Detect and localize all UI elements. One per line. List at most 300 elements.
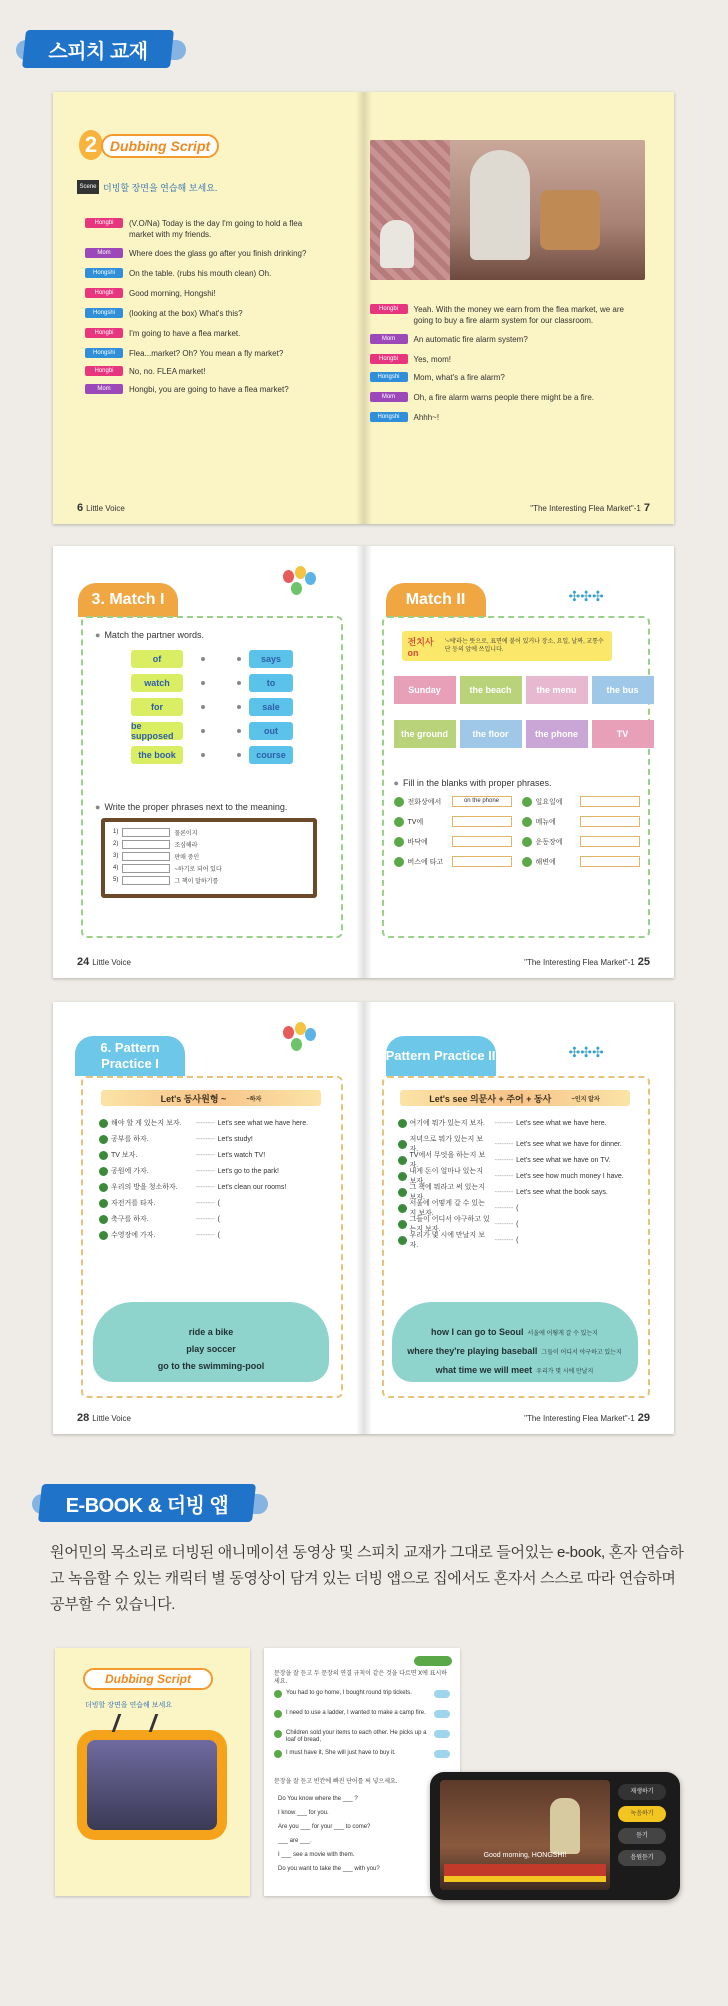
page-footer-left: 24 Little Voice	[77, 956, 131, 968]
role-badge: Hongshi	[85, 268, 123, 278]
speech-book-section-title: 스피치 교재	[24, 30, 172, 68]
exercise-item	[274, 1750, 450, 1758]
app-control-button[interactable]: 재생하기	[618, 1784, 666, 1800]
meaning-number: 3)	[113, 853, 119, 859]
exercise-sentence: I must have it, She will just have to buy it.	[286, 1750, 396, 1756]
page-footer-left: 28 Little Voice	[77, 1412, 131, 1424]
bullet-icon	[99, 1199, 108, 1208]
pattern-row	[99, 1182, 286, 1192]
match-dot[interactable]	[201, 705, 205, 709]
audio-button[interactable]	[434, 1690, 450, 1698]
korean-sentence: 자전거를 타자.	[111, 1200, 156, 1207]
korean-sentence: 그들이 어디서 야구하고 있는지 보자.	[409, 1216, 490, 1233]
blank-row	[522, 836, 640, 847]
phrase-card[interactable]: the bus	[592, 676, 654, 704]
answer-input[interactable]	[580, 856, 640, 867]
match-word-right[interactable]: out	[249, 722, 293, 740]
hint-korean: 우리가 몇 시에 만날지	[536, 1369, 594, 1375]
pattern-spread	[53, 1002, 674, 1434]
match-dot[interactable]	[237, 729, 241, 733]
match-word-right[interactable]: sale	[249, 698, 293, 716]
korean-sentence: TV 보자.	[111, 1152, 138, 1159]
lightbulb-icon: ●	[95, 802, 101, 812]
pattern-two-band: Let's see 의문사 + 주어 + 동사 ~인지 알자	[400, 1090, 630, 1106]
dialogue-line	[370, 412, 640, 423]
role-badge: Hongbi	[370, 354, 408, 364]
meaning-text: 물론이지	[174, 830, 198, 837]
phrase-card[interactable]: the beach	[460, 676, 522, 704]
dialogue-text: Ahhh~!	[413, 413, 440, 422]
pattern-right-page	[364, 1002, 675, 1434]
meaning-text: 조심해라	[174, 842, 198, 849]
exercise-item	[274, 1730, 450, 1744]
page-footer-right: "The Interesting Flea Market"-1 7	[530, 502, 650, 514]
english-sentence[interactable]: (	[217, 1199, 220, 1207]
english-sentence[interactable]: Let's see what we have for dinner.	[516, 1140, 622, 1148]
korean-sentence: 그 책에 뭐라고 써 있는지 보자.	[409, 1184, 485, 1201]
korean-prompt: 운동장에	[535, 838, 563, 846]
hint-phrase	[392, 1343, 638, 1362]
match-word-left[interactable]: be supposed	[131, 722, 183, 740]
dash: --------	[494, 1204, 514, 1212]
match-spread	[53, 546, 674, 978]
dash: --------	[196, 1215, 215, 1223]
role-badge: Hongbi	[85, 366, 123, 376]
ebook-section-title: E-BOOK & 더빙 앱	[40, 1484, 254, 1522]
hint-phrase: go to the swimming-pool	[157, 1361, 265, 1371]
lightbulb-icon: ●	[393, 778, 399, 788]
english-sentence[interactable]: (	[516, 1236, 519, 1244]
hint-phrase: ride a bike	[188, 1327, 234, 1337]
korean-prompt: 메뉴에	[535, 818, 556, 826]
tv-antenna-icon	[112, 1714, 159, 1732]
phrase-card[interactable]: the floor	[460, 720, 522, 748]
dialogue-line	[370, 334, 640, 345]
blank-row	[394, 816, 512, 827]
meaning-row	[113, 874, 305, 886]
hint-korean: 서울에 어떻게 갈 수 있는지	[527, 1331, 598, 1337]
dialogue-line	[85, 308, 325, 319]
english-sentence[interactable]: Let's see what we have here.	[516, 1119, 607, 1127]
exercise-sentence: I need to use a ladder, I wanted to make a camp fire.	[286, 1710, 426, 1716]
korean-sentence: 우리의 방을 청소하자.	[111, 1184, 178, 1191]
bullet-icon	[522, 837, 532, 847]
audio-button[interactable]	[434, 1710, 450, 1718]
answer-box[interactable]	[122, 852, 170, 861]
bullet-icon	[99, 1215, 108, 1224]
exercise-one-instruction: 문장을 잘 듣고 두 문장의 연결 규칙이 같은 것을 다르면 X에 표시하세요.	[274, 1671, 448, 1685]
bullet-icon	[274, 1730, 282, 1738]
english-sentence[interactable]: Let's clean our rooms!	[217, 1183, 287, 1191]
hint-english: where they're playing baseball	[407, 1346, 538, 1356]
hint-phrase: play soccer	[186, 1344, 236, 1354]
answer-input[interactable]	[580, 836, 640, 847]
answer-input[interactable]: on the phone	[452, 796, 512, 807]
match-two-frame	[382, 616, 650, 938]
bullet-icon	[99, 1231, 108, 1240]
hint-phrase	[392, 1324, 638, 1343]
phrase-card[interactable]: TV	[592, 720, 654, 748]
korean-sentence: 공원에 가자.	[111, 1168, 149, 1175]
hint-cloud	[392, 1302, 638, 1382]
fill-blank-line[interactable]: ___ are ___.	[278, 1838, 312, 1844]
match-left-page	[53, 546, 364, 978]
pattern-left-page	[53, 1002, 364, 1434]
dash: --------	[494, 1156, 514, 1164]
phrase-card[interactable]: the ground	[394, 720, 456, 748]
english-sentence[interactable]: (	[516, 1220, 519, 1228]
korean-sentence: 축구를 하자.	[111, 1216, 149, 1223]
english-sentence[interactable]: Let's watch TV!	[217, 1151, 266, 1159]
dialogue-line	[85, 366, 325, 377]
korean-prompt: 일요일에	[535, 798, 563, 806]
bullet-icon	[394, 797, 404, 807]
hint-english: what time we will meet	[435, 1365, 533, 1375]
meaning-text: ~하기로 되어 있다	[174, 866, 222, 873]
instruction-text: 더빙할 장면을 연습해 보세요.	[103, 182, 218, 193]
meaning-number: 4)	[113, 865, 119, 871]
pattern-row	[398, 1230, 519, 1250]
bullet-icon	[394, 857, 404, 867]
logo-text: Dubbing Script	[101, 134, 219, 158]
page-footer-right: "The Interesting Flea Market"-1 25	[524, 956, 650, 968]
role-badge: Hongbi	[370, 304, 408, 314]
pattern-row	[99, 1134, 253, 1144]
fill-blank-line[interactable]: Are you ___ for your ___ to come?	[278, 1824, 371, 1830]
scene-instruction	[77, 180, 217, 194]
korean-sentence: 서울에 어떻게 갈 수 있는지 보자.	[409, 1200, 485, 1217]
english-sentence[interactable]: (	[516, 1204, 519, 1212]
match-dot[interactable]	[237, 681, 241, 685]
bullet-icon	[398, 1236, 407, 1245]
korean-sentence: 내게 돈이 얼마나 있는지 보자.	[409, 1168, 483, 1185]
bullet-icon	[99, 1183, 108, 1192]
video-screen[interactable]	[87, 1740, 217, 1830]
match-dot[interactable]	[237, 753, 241, 757]
korean-sentence: TV에서 무엇을 하는지 보자.	[409, 1152, 486, 1169]
bullet-icon	[522, 817, 532, 827]
role-badge: Mom	[85, 248, 123, 258]
role-badge: Hongbi	[85, 218, 123, 228]
dialogue-text: Flea...market? Oh? You mean a fly market?	[129, 349, 284, 358]
korean-prompt: 버스에 타고	[407, 858, 444, 866]
dialogue-line	[370, 304, 640, 326]
match-one-tab: 3. Match I	[78, 583, 178, 617]
role-badge: Hongshi	[370, 372, 408, 382]
app-control-button[interactable]: 녹음하기	[618, 1806, 666, 1822]
korean-prompt: 해변에	[535, 858, 556, 866]
korean-sentence: 우리가 몇 시에 만날지 보자.	[409, 1232, 485, 1249]
meaning-number: 2)	[113, 841, 119, 847]
app-caption: Good morning, HONGSHI!	[483, 1852, 567, 1859]
dash: --------	[196, 1199, 215, 1207]
meaning-row	[113, 826, 305, 838]
dubbing-script-spread	[53, 92, 674, 524]
dialogue-text: (V.O/Na) Today is the day I'm going to hold a flea market with my friends.	[129, 219, 303, 239]
pattern-row	[99, 1230, 220, 1240]
exercise-item	[274, 1690, 450, 1698]
dash: --------	[196, 1151, 215, 1159]
hint-phrase	[392, 1362, 638, 1381]
instruction-text: 더빙할 장면을 연습해 보세요	[85, 1702, 172, 1709]
question-one: ● Match the partner words.	[95, 630, 204, 640]
english-sentence[interactable]: Let's go to the park!	[217, 1167, 279, 1175]
meaning-text: 판매 중인	[174, 854, 200, 861]
pattern-row	[99, 1214, 220, 1224]
dash: --------	[196, 1135, 215, 1143]
app-control-button[interactable]: 음원듣기	[618, 1850, 666, 1866]
blank-row	[394, 856, 512, 867]
blank-row	[522, 856, 640, 867]
dialogue-text: An automatic fire alarm system?	[413, 335, 528, 344]
bullet-icon	[99, 1135, 108, 1144]
answer-input[interactable]	[452, 856, 512, 867]
pinwheel-icon: ✣✣✣	[568, 588, 604, 604]
exercise-two-instruction: 문장을 잘 듣고 빈칸에 빠진 단어를 써 넣으세요.	[274, 1779, 398, 1785]
dash: --------	[494, 1140, 514, 1148]
meaning-text: 그 책이 말하기를	[174, 878, 219, 885]
dash: --------	[494, 1172, 514, 1180]
dialogue-line	[370, 372, 640, 383]
role-badge: Hongshi	[85, 348, 123, 358]
dialogue-text: Yes, mom!	[413, 355, 451, 364]
balloons-icon	[283, 1022, 323, 1082]
bullet-icon	[522, 857, 532, 867]
dash: --------	[196, 1119, 215, 1127]
role-badge: Hongshi	[370, 412, 408, 422]
answer-box[interactable]	[122, 840, 170, 849]
dialogue-text: No, no. FLEA market!	[129, 367, 206, 376]
kitten-character	[380, 220, 414, 268]
dubbing-right-page	[364, 92, 675, 524]
dubbing-app-phone	[430, 1772, 680, 1900]
bullet-icon	[274, 1690, 282, 1698]
dubbing-script-logo	[79, 130, 229, 164]
answer-box[interactable]	[122, 828, 170, 837]
korean-prompt: TV에	[407, 818, 424, 826]
on-definition: 전치사 on '~에'라는 뜻으로, 표면에 붙어 있거나 장소, 요일, 날짜, 교통수단 등의 앞에 쓰입니다.	[402, 631, 612, 661]
bullet-icon	[99, 1119, 108, 1128]
match-word-left[interactable]: of	[131, 650, 183, 668]
dialogue-line	[370, 392, 640, 403]
match-dot[interactable]	[237, 705, 241, 709]
match-word-left[interactable]: the book	[131, 746, 183, 764]
phrase-card[interactable]: the phone	[526, 720, 588, 748]
bullet-icon	[398, 1140, 407, 1149]
question-two: ● Write the proper phrases next to the meaning.	[95, 802, 288, 812]
match-dot[interactable]	[237, 657, 241, 661]
blank-row	[394, 796, 512, 807]
dash: --------	[196, 1183, 215, 1191]
bullet-icon	[398, 1220, 407, 1229]
bullet-icon	[394, 837, 404, 847]
animation-still-image	[370, 140, 645, 280]
match-word-left[interactable]: for	[131, 698, 183, 716]
progress-bar[interactable]	[444, 1876, 606, 1882]
dialogue-text: Good morning, Hongshi!	[129, 289, 216, 298]
number-two-badge: 2	[79, 130, 103, 160]
dubbing-left-page	[53, 92, 364, 524]
role-badge: Mom	[85, 384, 123, 394]
korean-sentence: 공부를 하자.	[111, 1136, 149, 1143]
page-footer-right: "The Interesting Flea Market"-1 29	[524, 1412, 650, 1424]
clapper-icon: Scene	[77, 180, 99, 194]
match-dot[interactable]	[201, 657, 205, 661]
match-word-left[interactable]: watch	[131, 674, 183, 692]
korean-prompt: 바닥에	[407, 838, 428, 846]
korean-prompt: 전화상에서	[407, 798, 442, 806]
answer-box[interactable]	[122, 876, 170, 885]
exercise-item	[274, 1710, 450, 1718]
dash: --------	[196, 1231, 215, 1239]
dialogue-line	[85, 248, 325, 259]
audio-button[interactable]	[434, 1750, 450, 1758]
english-sentence[interactable]: Let's see what the book says.	[516, 1188, 608, 1196]
meaning-number: 5)	[113, 877, 119, 883]
fill-blank-line[interactable]: I know ___ for you.	[278, 1810, 329, 1816]
answer-input[interactable]	[452, 816, 512, 827]
fill-blank-line[interactable]: I ___ see a movie with them.	[278, 1852, 355, 1858]
match-dot[interactable]	[201, 753, 205, 757]
phrase-card[interactable]: the menu	[526, 676, 588, 704]
blank-row	[522, 796, 640, 807]
english-sentence[interactable]: Let's study!	[217, 1135, 253, 1143]
dialogue-text: I'm going to have a flea market.	[129, 329, 241, 338]
role-badge: Hongbi	[85, 288, 123, 298]
answer-input[interactable]	[580, 796, 640, 807]
page-footer-left: 6 Little Voice	[77, 502, 125, 514]
match-word-right[interactable]: to	[249, 674, 293, 692]
exercise-sentence: You had to go home, I bought round trip tickets.	[286, 1690, 412, 1696]
pattern-row	[99, 1118, 308, 1128]
role-badge: Hongshi	[85, 308, 123, 318]
exercise-sentence: Children sold your items to each other. He picks up a loaf of bread,	[286, 1730, 427, 1743]
question-three: ● Fill in the blanks with proper phrases.	[393, 778, 552, 788]
english-sentence[interactable]: Let's see how much money I have.	[516, 1172, 624, 1180]
pattern-one-band: Let's 동사원형 ~ ~하자	[101, 1090, 321, 1106]
korean-sentence: 수영장에 가자.	[111, 1232, 156, 1239]
dialogue-line	[370, 354, 640, 365]
box-object	[540, 190, 600, 250]
english-sentence[interactable]: Let's see what we have here.	[217, 1119, 309, 1127]
dialogue-line	[85, 288, 325, 299]
match-right-page	[364, 546, 675, 978]
bullet-icon	[398, 1119, 407, 1128]
match-word-right[interactable]: says	[249, 650, 293, 668]
bullet-icon	[398, 1156, 407, 1165]
chalkboard	[101, 818, 317, 898]
lightbulb-icon: ●	[95, 630, 101, 640]
dialogue-text: Where does the glass go after you finish drinking?	[129, 249, 307, 258]
pattern-one-tab: 6. Pattern Practice I	[75, 1036, 185, 1076]
bullet-icon	[394, 817, 404, 827]
dialogue-text: On the table. (rubs his mouth clean) Oh.	[129, 269, 272, 278]
match-dot[interactable]	[201, 729, 205, 733]
blank-row	[522, 816, 640, 827]
fill-blank-line[interactable]: Do You know where the ___ ?	[278, 1796, 358, 1802]
pattern-row	[99, 1166, 279, 1176]
fill-blank-line[interactable]: Do you want to take the ___ with you?	[278, 1866, 380, 1872]
phrase-card[interactable]: Sunday	[394, 676, 456, 704]
english-sentence[interactable]: Let's see what we have on TV.	[516, 1156, 611, 1164]
pattern-two-tab: Pattern Practice II	[386, 1036, 496, 1076]
match-dot[interactable]	[201, 681, 205, 685]
dialogue-text: Hongbi, you are going to have a flea market?	[129, 385, 289, 394]
answer-input[interactable]	[580, 816, 640, 827]
ebook-description: 원어민의 목소리로 더빙된 애니메이션 동영상 및 스피치 교재가 그대로 들어있는 e-book, 혼자 연습하고 녹음할 수 있는 캐릭터 별 동영상이 담겨 있는 더빙 앱으로 집에서도 혼자서 스스로 따라 연습하며 공부할 수 있습니다.	[50, 1544, 684, 1613]
hint-korean: 그들이 어디서 야구하고 있는지	[541, 1350, 622, 1356]
bullet-icon	[398, 1188, 407, 1197]
answer-input[interactable]	[452, 836, 512, 847]
hint-english: how I can go to Seoul	[431, 1327, 524, 1337]
pinwheel-icon: ✣✣✣	[568, 1044, 604, 1060]
role-badge: Hongbi	[85, 328, 123, 338]
dialogue-text: (looking at the box) What's this?	[129, 309, 243, 318]
app-control-button[interactable]: 듣기	[618, 1828, 666, 1844]
english-sentence[interactable]: (	[217, 1215, 220, 1223]
pattern-row	[99, 1150, 265, 1160]
pattern-row	[99, 1198, 220, 1208]
dialogue-text: Yeah. With the money we earn from the flea market, we are going to buy a fire alarm system for our classroom.	[413, 305, 624, 325]
audio-button[interactable]	[434, 1730, 450, 1738]
dash: --------	[494, 1236, 514, 1244]
dash: --------	[196, 1167, 215, 1175]
pattern-row	[398, 1118, 607, 1128]
match-word-right[interactable]: course	[249, 746, 293, 764]
tag-badge	[414, 1656, 452, 1666]
bullet-icon	[99, 1151, 108, 1160]
bullet-icon	[522, 797, 532, 807]
bullet-icon	[398, 1204, 407, 1213]
role-badge: Mom	[370, 334, 408, 344]
korean-sentence: 여기에 뭐가 있는지 보자.	[409, 1120, 485, 1127]
subtitle-bar	[444, 1864, 606, 1876]
dialogue-text: Oh, a fire alarm warns people there might be a fire.	[413, 393, 595, 402]
english-sentence[interactable]: (	[217, 1231, 220, 1239]
bullet-icon	[398, 1172, 407, 1181]
cat-character	[470, 150, 530, 260]
dash: --------	[494, 1119, 514, 1127]
dialogue-line	[85, 348, 325, 359]
meaning-row	[113, 850, 305, 862]
korean-sentence: 해야 할 게 있는지 보자.	[111, 1120, 182, 1127]
meaning-row	[113, 838, 305, 850]
hint-cloud	[93, 1302, 329, 1382]
meaning-number: 1)	[113, 829, 119, 835]
blank-row	[394, 836, 512, 847]
dialogue-line	[85, 218, 325, 240]
dialogue-line	[85, 268, 325, 279]
logo-text: Dubbing Script	[83, 1668, 213, 1690]
bullet-icon	[99, 1167, 108, 1176]
meaning-row	[113, 862, 305, 874]
bullet-icon	[274, 1750, 282, 1758]
dialogue-line	[85, 328, 325, 339]
dash: --------	[494, 1220, 514, 1228]
korean-sentence: 저녁으로 뭐가 있는지 보자.	[409, 1136, 483, 1153]
dash: --------	[494, 1188, 514, 1196]
match-two-tab: Match II	[386, 583, 486, 617]
dialogue-line	[85, 384, 325, 395]
dialogue-text: Mom, what's a fire alarm?	[413, 373, 505, 382]
answer-box[interactable]	[122, 864, 170, 873]
tv-frame	[77, 1730, 227, 1840]
ebook-dubbing-preview[interactable]	[55, 1648, 250, 1896]
cat-character	[550, 1798, 580, 1854]
role-badge: Mom	[370, 392, 408, 402]
bullet-icon	[274, 1710, 282, 1718]
app-video[interactable]	[440, 1780, 610, 1890]
